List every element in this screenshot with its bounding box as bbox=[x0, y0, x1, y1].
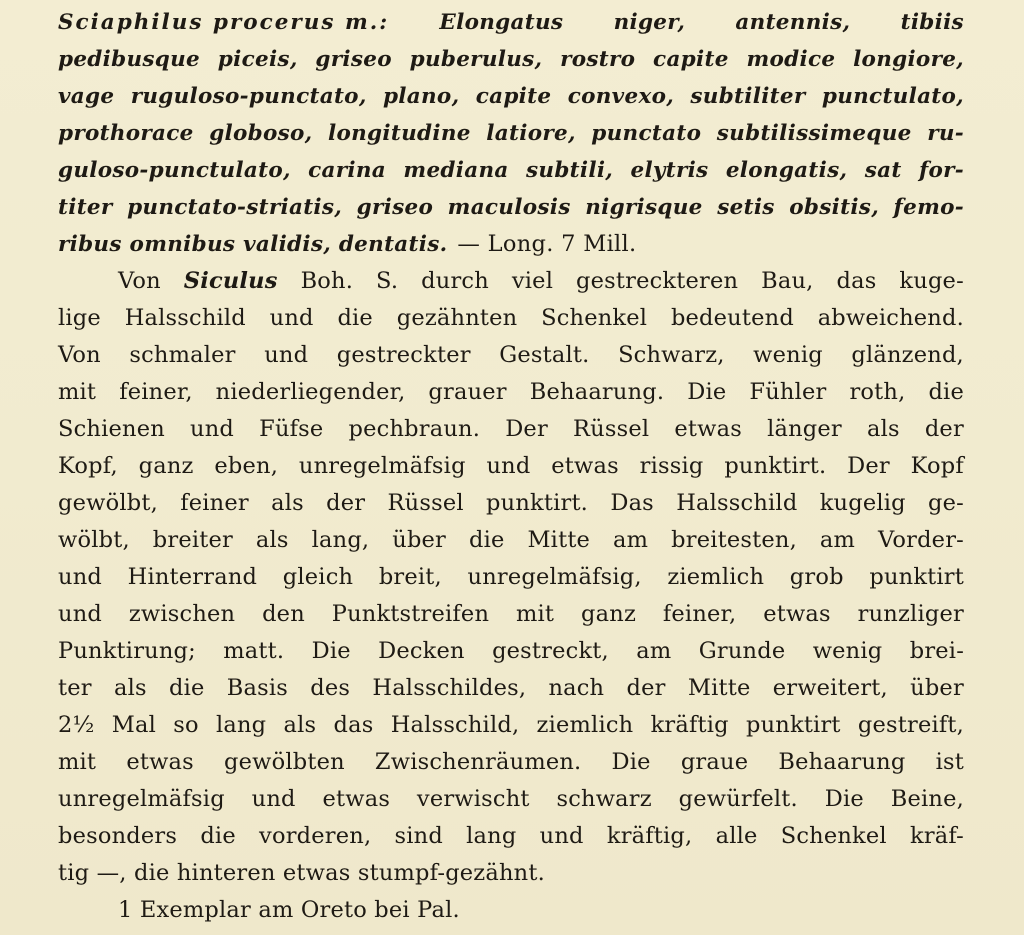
german-word: länger bbox=[767, 416, 842, 442]
german-word: lang, bbox=[311, 527, 370, 553]
german-word: und bbox=[58, 601, 102, 627]
latin-word: ru- bbox=[927, 121, 964, 146]
german-word: Halsschildes, bbox=[372, 675, 527, 701]
german-word: am bbox=[613, 527, 649, 553]
latin-word: mediana bbox=[403, 158, 509, 183]
german-word: Gestalt. bbox=[499, 342, 590, 368]
german-line-6 bbox=[58, 448, 964, 485]
german-line-9 bbox=[58, 559, 964, 596]
german-word: wenig bbox=[753, 342, 823, 368]
german-word: Zwischenräumen. bbox=[374, 749, 582, 775]
german-word: viel bbox=[511, 268, 554, 294]
german-word: etwas bbox=[551, 453, 619, 479]
german-word: eben, bbox=[214, 453, 279, 479]
specimen-note: 1 Exemplar am Oreto bei Pal. bbox=[118, 897, 460, 923]
german-word: brei- bbox=[909, 638, 964, 664]
german-word: mit bbox=[58, 379, 97, 405]
german-word: kräftig, bbox=[606, 823, 693, 849]
german-word: als bbox=[113, 675, 147, 701]
latin-word: elongatis, bbox=[725, 158, 848, 183]
latin-word: subtilissimeque bbox=[716, 121, 912, 146]
german-word: über bbox=[910, 675, 964, 701]
german-word: und bbox=[251, 786, 296, 812]
german-line-10 bbox=[58, 596, 964, 633]
german-word: Von bbox=[58, 342, 101, 368]
latin-closing-text: ribus omnibus validis, dentatis. bbox=[58, 232, 448, 257]
latin-word: guloso-punctulato, bbox=[58, 158, 291, 183]
german-word: Basis bbox=[226, 675, 288, 701]
german-line-11 bbox=[58, 633, 964, 670]
german-word: Rüssel bbox=[573, 416, 650, 442]
german-word: rissig bbox=[639, 453, 704, 479]
german-word: ziemlich bbox=[667, 564, 765, 590]
german-word: Punktstreifen bbox=[331, 601, 490, 627]
german-word: und bbox=[58, 564, 102, 590]
german-word: breitesten, bbox=[671, 527, 797, 553]
german-word: zwischen bbox=[128, 601, 236, 627]
german-word: Das bbox=[610, 490, 654, 516]
latin-word: sat bbox=[864, 158, 902, 183]
german-word: Von bbox=[118, 268, 161, 294]
german-word: etwas bbox=[674, 416, 742, 442]
latin-word: elytris bbox=[630, 158, 709, 183]
species-reference: Siculus bbox=[183, 268, 278, 294]
german-word: wölbt, bbox=[58, 527, 130, 553]
latin-word: nigrisque bbox=[585, 195, 703, 220]
german-word: Punktirung; bbox=[58, 638, 196, 664]
german-line-4 bbox=[58, 374, 964, 411]
latin-word: longitudine bbox=[328, 121, 471, 146]
latin-word: rostro bbox=[560, 47, 636, 72]
latin-word: maculosis bbox=[447, 195, 571, 220]
german-word: Schenkel bbox=[541, 305, 648, 331]
german-word: ter bbox=[58, 675, 92, 701]
german-word: S. bbox=[376, 268, 399, 294]
german-word: verwischt bbox=[416, 786, 530, 812]
german-word: abweichend. bbox=[817, 305, 964, 331]
german-last-text: tig —, die hinteren etwas stumpf-gezähnt. bbox=[58, 860, 545, 886]
german-word: Halsschild bbox=[676, 490, 798, 516]
latin-word: piceis, bbox=[217, 47, 298, 72]
german-word: kräf- bbox=[909, 823, 964, 849]
latin-word: femo- bbox=[893, 195, 964, 220]
german-word: Fühler bbox=[749, 379, 827, 405]
german-line-15 bbox=[58, 781, 964, 818]
german-word: bedeutend bbox=[670, 305, 794, 331]
german-word: unregelmäfsig, bbox=[467, 564, 642, 590]
german-word: lige bbox=[58, 305, 101, 331]
german-word: Die bbox=[611, 749, 651, 775]
german-line-12 bbox=[58, 670, 964, 707]
latin-word: modice bbox=[746, 47, 836, 72]
text-column bbox=[58, 4, 964, 929]
latin-line-5 bbox=[58, 152, 964, 189]
latin-word: capite bbox=[653, 47, 729, 72]
german-word: roth, bbox=[849, 379, 906, 405]
german-line-2 bbox=[58, 300, 964, 337]
german-word: pechbraun. bbox=[348, 416, 481, 442]
german-word: gewürfelt. bbox=[678, 786, 798, 812]
german-word: als bbox=[255, 527, 289, 553]
latin-word: punctato-striatis, bbox=[127, 195, 343, 220]
german-word: Die bbox=[311, 638, 351, 664]
species-heading: Sciaphilus procerus m.: bbox=[58, 10, 390, 35]
latin-word: punctato bbox=[591, 121, 702, 146]
german-line-14 bbox=[58, 744, 964, 781]
german-word: Füfse bbox=[259, 416, 324, 442]
german-word: etwas bbox=[322, 786, 391, 812]
german-word: breiter bbox=[152, 527, 233, 553]
german-line-5 bbox=[58, 411, 964, 448]
german-word: gleich bbox=[282, 564, 354, 590]
german-word: punktirt. bbox=[724, 453, 827, 479]
latin-line-6 bbox=[58, 189, 964, 226]
german-word: gestreckter bbox=[336, 342, 471, 368]
german-word: ziemlich bbox=[536, 712, 634, 738]
german-word: gestreckteren bbox=[576, 268, 739, 294]
length-measurement: — Long. 7 Mill. bbox=[457, 231, 637, 257]
german-word: lang bbox=[466, 823, 517, 849]
german-word: feiner, bbox=[662, 601, 737, 627]
latin-word: for- bbox=[918, 158, 964, 183]
latin-word: obsitis, bbox=[789, 195, 879, 220]
german-word: Die bbox=[824, 786, 864, 812]
german-word: schwarz bbox=[556, 786, 652, 812]
german-word: Rüssel bbox=[387, 490, 464, 516]
german-word: als bbox=[283, 712, 317, 738]
latin-word: niger, bbox=[613, 10, 686, 35]
german-word: am bbox=[636, 638, 672, 664]
german-word: durch bbox=[421, 268, 489, 294]
german-word: etwas bbox=[763, 601, 831, 627]
german-word: Mitte bbox=[527, 527, 591, 553]
german-word: als bbox=[866, 416, 900, 442]
german-word: Mitte bbox=[687, 675, 751, 701]
german-word: breit, bbox=[378, 564, 442, 590]
latin-word: plano, bbox=[382, 84, 460, 109]
german-word: grob bbox=[789, 564, 844, 590]
german-word: kugelig bbox=[819, 490, 906, 516]
german-word: niederliegender, bbox=[215, 379, 406, 405]
german-word: Der bbox=[505, 416, 548, 442]
latin-line-4 bbox=[58, 115, 964, 152]
german-word: die bbox=[168, 675, 205, 701]
german-word: die bbox=[468, 527, 505, 553]
latin-word: pedibusque bbox=[58, 47, 201, 72]
german-word: Halsschild, bbox=[390, 712, 520, 738]
german-word: am bbox=[819, 527, 856, 553]
german-word: graue bbox=[680, 749, 749, 775]
latin-word: carina bbox=[308, 158, 387, 183]
german-word: Die bbox=[687, 379, 727, 405]
latin-word: puberulus, bbox=[409, 47, 543, 72]
german-word: Behaarung bbox=[778, 749, 906, 775]
german-word: und bbox=[264, 342, 309, 368]
german-word: das bbox=[836, 268, 877, 294]
german-line-3 bbox=[58, 337, 964, 374]
latin-word: capite bbox=[475, 84, 552, 109]
latin-word: griseo bbox=[315, 47, 392, 72]
german-word: vorderen, bbox=[259, 823, 372, 849]
german-word: Hinterrand bbox=[127, 564, 258, 590]
latin-word: titer bbox=[58, 195, 113, 220]
german-word: das bbox=[333, 712, 374, 738]
german-word: so bbox=[173, 712, 199, 738]
german-word: Schienen bbox=[58, 416, 165, 442]
german-line-7 bbox=[58, 485, 964, 522]
german-word: den bbox=[262, 601, 305, 627]
latin-word: convexo, bbox=[567, 84, 674, 109]
german-word: Der bbox=[847, 453, 890, 479]
latin-word: vage bbox=[58, 84, 115, 109]
specimen-note-line bbox=[58, 892, 964, 929]
german-word: und bbox=[539, 823, 584, 849]
german-word: besonders bbox=[58, 823, 178, 849]
german-word: Decken bbox=[378, 638, 465, 664]
german-word: Kopf, bbox=[58, 453, 118, 479]
german-word: des bbox=[310, 675, 351, 701]
latin-word: griseo bbox=[356, 195, 434, 220]
german-word: der bbox=[326, 490, 366, 516]
german-word: lang bbox=[215, 712, 267, 738]
latin-word: subtiliter bbox=[690, 84, 806, 109]
german-word: mit bbox=[516, 601, 555, 627]
german-word: Vorder- bbox=[877, 527, 964, 553]
german-word: mit bbox=[58, 749, 97, 775]
german-word: wenig bbox=[812, 638, 883, 664]
german-word: und bbox=[190, 416, 235, 442]
german-word: Behaarung. bbox=[529, 379, 665, 405]
latin-word: prothorace bbox=[58, 121, 194, 146]
german-word: gewölbt, bbox=[58, 490, 158, 516]
latin-line-1 bbox=[58, 4, 964, 41]
german-word: über bbox=[392, 527, 447, 553]
german-word: Bau, bbox=[761, 268, 814, 294]
german-word: ganz bbox=[581, 601, 637, 627]
latin-word: antennis, bbox=[735, 10, 851, 35]
latin-word: ruguloso-punctato, bbox=[130, 84, 367, 109]
latin-word: latiore, bbox=[486, 121, 576, 146]
latin-word: tibiis bbox=[900, 10, 964, 35]
german-word: alle bbox=[715, 823, 758, 849]
german-word: Halsschild bbox=[124, 305, 246, 331]
latin-word: longiore, bbox=[853, 47, 964, 72]
german-word: gestreift, bbox=[857, 712, 964, 738]
german-word: grauer bbox=[428, 379, 507, 405]
german-word: und bbox=[269, 305, 314, 331]
german-word: 2½ bbox=[58, 712, 95, 738]
german-word: etwas bbox=[126, 749, 194, 775]
german-word: gestreckt, bbox=[492, 638, 609, 664]
german-word: gewölbten bbox=[224, 749, 345, 775]
german-word: punktirt. bbox=[486, 490, 589, 516]
german-word: gezähnten bbox=[396, 305, 518, 331]
german-word: runzliger bbox=[857, 601, 964, 627]
german-word: unregelmäfsig bbox=[298, 453, 466, 479]
latin-line-3 bbox=[58, 78, 964, 115]
german-word: die bbox=[200, 823, 236, 849]
german-word: kräftig bbox=[650, 712, 729, 738]
latin-word: punctulato, bbox=[821, 84, 964, 109]
german-word: der bbox=[924, 416, 964, 442]
german-body bbox=[58, 300, 964, 855]
german-word: punktirt bbox=[746, 712, 841, 738]
german-word: die bbox=[928, 379, 964, 405]
german-word: als bbox=[271, 490, 304, 516]
german-word: punktirt bbox=[869, 564, 964, 590]
german-word: matt. bbox=[223, 638, 285, 664]
german-word: nach bbox=[548, 675, 605, 701]
german-word: schmaler bbox=[129, 342, 236, 368]
german-word: ge- bbox=[928, 490, 964, 516]
german-word: Beine, bbox=[890, 786, 964, 812]
german-word: unregelmäfsig bbox=[58, 786, 225, 812]
german-last-line bbox=[58, 855, 964, 892]
german-word: Boh. bbox=[300, 268, 354, 294]
german-word: Grunde bbox=[698, 638, 786, 664]
german-word: feiner, bbox=[119, 379, 193, 405]
german-word: Mal bbox=[111, 712, 157, 738]
german-line-13 bbox=[58, 707, 964, 744]
german-word: Kopf bbox=[910, 453, 964, 479]
latin-word: subtili, bbox=[526, 158, 614, 183]
latin-word: Elongatus bbox=[439, 10, 564, 35]
german-word: feiner bbox=[180, 490, 249, 516]
german-word: der bbox=[626, 675, 666, 701]
german-line-8 bbox=[58, 522, 964, 559]
german-word: kuge- bbox=[899, 268, 964, 294]
latin-line-2 bbox=[58, 41, 964, 78]
latin-line-7 bbox=[58, 226, 964, 263]
german-word: und bbox=[486, 453, 531, 479]
german-word: sind bbox=[394, 823, 443, 849]
german-word: glänzend, bbox=[851, 342, 964, 368]
latin-word: globoso, bbox=[209, 121, 313, 146]
german-word: erweitert, bbox=[772, 675, 888, 701]
german-word: Schwarz, bbox=[618, 342, 725, 368]
german-word: ganz bbox=[138, 453, 194, 479]
german-word: die bbox=[337, 305, 373, 331]
german-word: Schenkel bbox=[780, 823, 887, 849]
latin-word: setis bbox=[717, 195, 775, 220]
german-word: ist bbox=[935, 749, 964, 775]
german-line-1 bbox=[58, 263, 964, 300]
german-line-16 bbox=[58, 818, 964, 855]
